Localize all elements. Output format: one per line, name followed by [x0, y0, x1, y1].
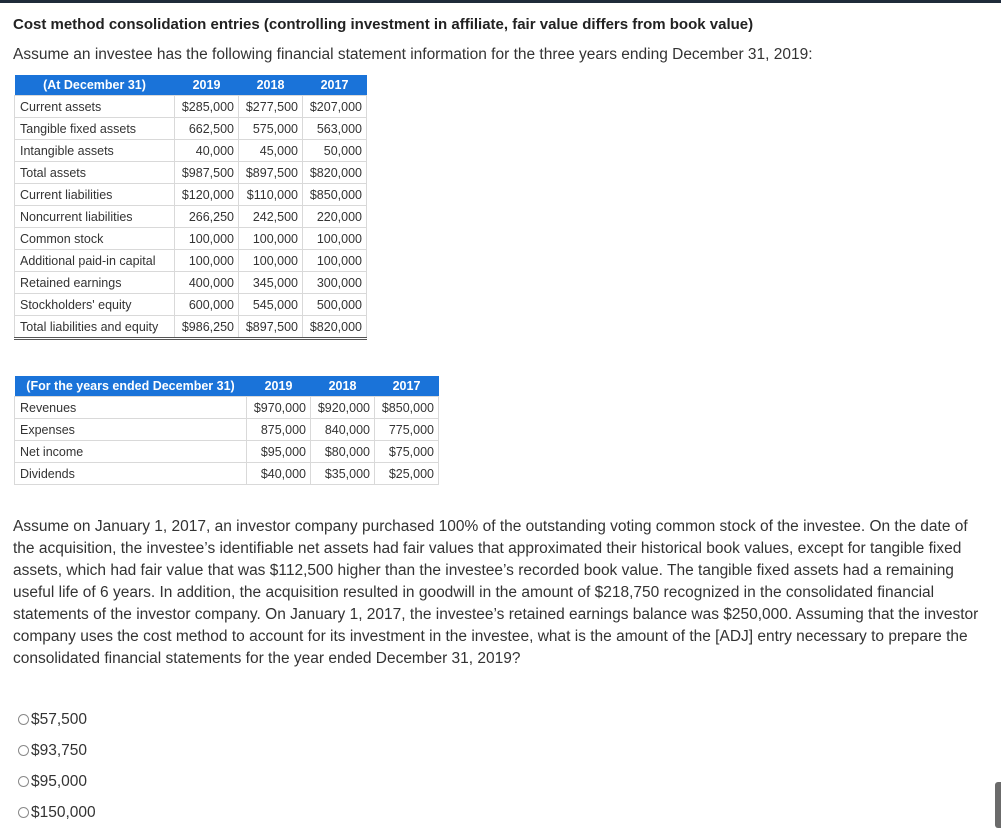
- column-header: 2017: [375, 376, 439, 397]
- answer-option[interactable]: [18, 797, 96, 828]
- cell-value: 875,000: [247, 419, 311, 441]
- cell-value: 600,000: [175, 294, 239, 316]
- option-label[interactable]: $93,750: [31, 741, 88, 759]
- answer-options: [18, 704, 96, 828]
- table-row: [15, 463, 439, 485]
- cell-value: $986,250: [175, 316, 239, 339]
- answer-option[interactable]: [18, 766, 96, 797]
- row-label: Tangible fixed assets: [15, 118, 175, 140]
- cell-value: $987,500: [175, 162, 239, 184]
- row-label: Total assets: [15, 162, 175, 184]
- cell-value: $970,000: [247, 397, 311, 419]
- cell-value: 50,000: [303, 140, 367, 162]
- table-row: [15, 316, 367, 339]
- cell-value: 500,000: [303, 294, 367, 316]
- table-row: [15, 272, 367, 294]
- radio-button[interactable]: [18, 776, 29, 787]
- row-label: Total liabilities and equity: [15, 316, 175, 339]
- cell-value: 100,000: [239, 228, 303, 250]
- column-header: 2019: [175, 75, 239, 96]
- column-header: (For the years ended December 31): [15, 376, 247, 397]
- table-row: [15, 419, 439, 441]
- table-row: [15, 228, 367, 250]
- table-row: [15, 140, 367, 162]
- table-header-row: [15, 75, 367, 96]
- cell-value: $40,000: [247, 463, 311, 485]
- radio-button[interactable]: [18, 745, 29, 756]
- cell-value: $207,000: [303, 96, 367, 118]
- cell-value: $95,000: [247, 441, 311, 463]
- cell-value: 100,000: [303, 228, 367, 250]
- row-label: Current assets: [15, 96, 175, 118]
- row-label: Intangible assets: [15, 140, 175, 162]
- column-header: 2017: [303, 75, 367, 96]
- balance-sheet-table: [14, 75, 367, 340]
- cell-value: 345,000: [239, 272, 303, 294]
- table-row: [15, 96, 367, 118]
- column-header: 2019: [247, 376, 311, 397]
- cell-value: 400,000: [175, 272, 239, 294]
- cell-value: $285,000: [175, 96, 239, 118]
- cell-value: $920,000: [311, 397, 375, 419]
- top-border: [0, 0, 1001, 3]
- cell-value: 100,000: [239, 250, 303, 272]
- question-text: Assume on January 1, 2017, an investor company purchased 100% of the outstanding voting common stock of the investee. On the date of the acquisition, the investee’s identifiable net assets had fair values that approximated their historical book values, except for tangible fixed assets, which had fair value that was $112,500 higher than the investee’s recorded book value. The tangible fixed assets had a remaining useful life of 6 years. In addition, the acquisition resulted in goodwill in the amount of $218,750 recognized in the consolidated financial statements of the investor company. On January 1, 2017, the investee’s retained earnings balance was $250,000. Assuming that the investor company uses the cost method to account for its investment in the investee, what is the amount of the [ADJ] entry necessary to prepare the consolidated financial statements for the year ended December 31, 2019?: [13, 518, 979, 667]
- cell-value: 775,000: [375, 419, 439, 441]
- cell-value: $110,000: [239, 184, 303, 206]
- cell-value: 100,000: [175, 250, 239, 272]
- column-header: (At December 31): [15, 75, 175, 96]
- cell-value: $75,000: [375, 441, 439, 463]
- cell-value: 45,000: [239, 140, 303, 162]
- table-row: [15, 441, 439, 463]
- row-label: Stockholders' equity: [15, 294, 175, 316]
- cell-value: 40,000: [175, 140, 239, 162]
- option-label[interactable]: $150,000: [31, 803, 96, 821]
- row-label: Noncurrent liabilities: [15, 206, 175, 228]
- column-header: 2018: [311, 376, 375, 397]
- cell-value: $850,000: [303, 184, 367, 206]
- cell-value: 563,000: [303, 118, 367, 140]
- cell-value: $820,000: [303, 316, 367, 339]
- table-row: [15, 250, 367, 272]
- radio-button[interactable]: [18, 807, 29, 818]
- table-row: [15, 294, 367, 316]
- cell-value: 266,250: [175, 206, 239, 228]
- row-label: Revenues: [15, 397, 247, 419]
- question-title: Cost method consolidation entries (controlling investment in affiliate, fair value differs from book value): [13, 16, 754, 33]
- cell-value: 100,000: [175, 228, 239, 250]
- cell-value: 242,500: [239, 206, 303, 228]
- question-intro: Assume an investee has the following financial statement information for the three years ending December 31, 2019:: [13, 46, 813, 63]
- cell-value: 100,000: [303, 250, 367, 272]
- income-statement-table: [14, 376, 439, 485]
- table-header-row: [15, 376, 439, 397]
- option-label[interactable]: $95,000: [31, 772, 88, 790]
- table-row: [15, 206, 367, 228]
- cell-value: 840,000: [311, 419, 375, 441]
- row-label: Net income: [15, 441, 247, 463]
- cell-value: $850,000: [375, 397, 439, 419]
- answer-option[interactable]: [18, 735, 96, 766]
- cell-value: $120,000: [175, 184, 239, 206]
- cell-value: 545,000: [239, 294, 303, 316]
- row-label: Retained earnings: [15, 272, 175, 294]
- answer-option[interactable]: [18, 704, 96, 735]
- cell-value: 575,000: [239, 118, 303, 140]
- cell-value: $820,000: [303, 162, 367, 184]
- table-row: [15, 118, 367, 140]
- radio-button[interactable]: [18, 714, 29, 725]
- table-row: [15, 397, 439, 419]
- scrollbar-thumb[interactable]: [995, 782, 1001, 828]
- cell-value: 220,000: [303, 206, 367, 228]
- table-row: [15, 184, 367, 206]
- cell-value: $80,000: [311, 441, 375, 463]
- row-label: Dividends: [15, 463, 247, 485]
- cell-value: $897,500: [239, 316, 303, 339]
- table-row: [15, 162, 367, 184]
- row-label: Current liabilities: [15, 184, 175, 206]
- cell-value: $35,000: [311, 463, 375, 485]
- row-label: Additional paid-in capital: [15, 250, 175, 272]
- option-label[interactable]: $57,500: [31, 710, 88, 728]
- cell-value: 300,000: [303, 272, 367, 294]
- column-header: 2018: [239, 75, 303, 96]
- cell-value: 662,500: [175, 118, 239, 140]
- cell-value: $25,000: [375, 463, 439, 485]
- row-label: Common stock: [15, 228, 175, 250]
- cell-value: $277,500: [239, 96, 303, 118]
- row-label: Expenses: [15, 419, 247, 441]
- cell-value: $897,500: [239, 162, 303, 184]
